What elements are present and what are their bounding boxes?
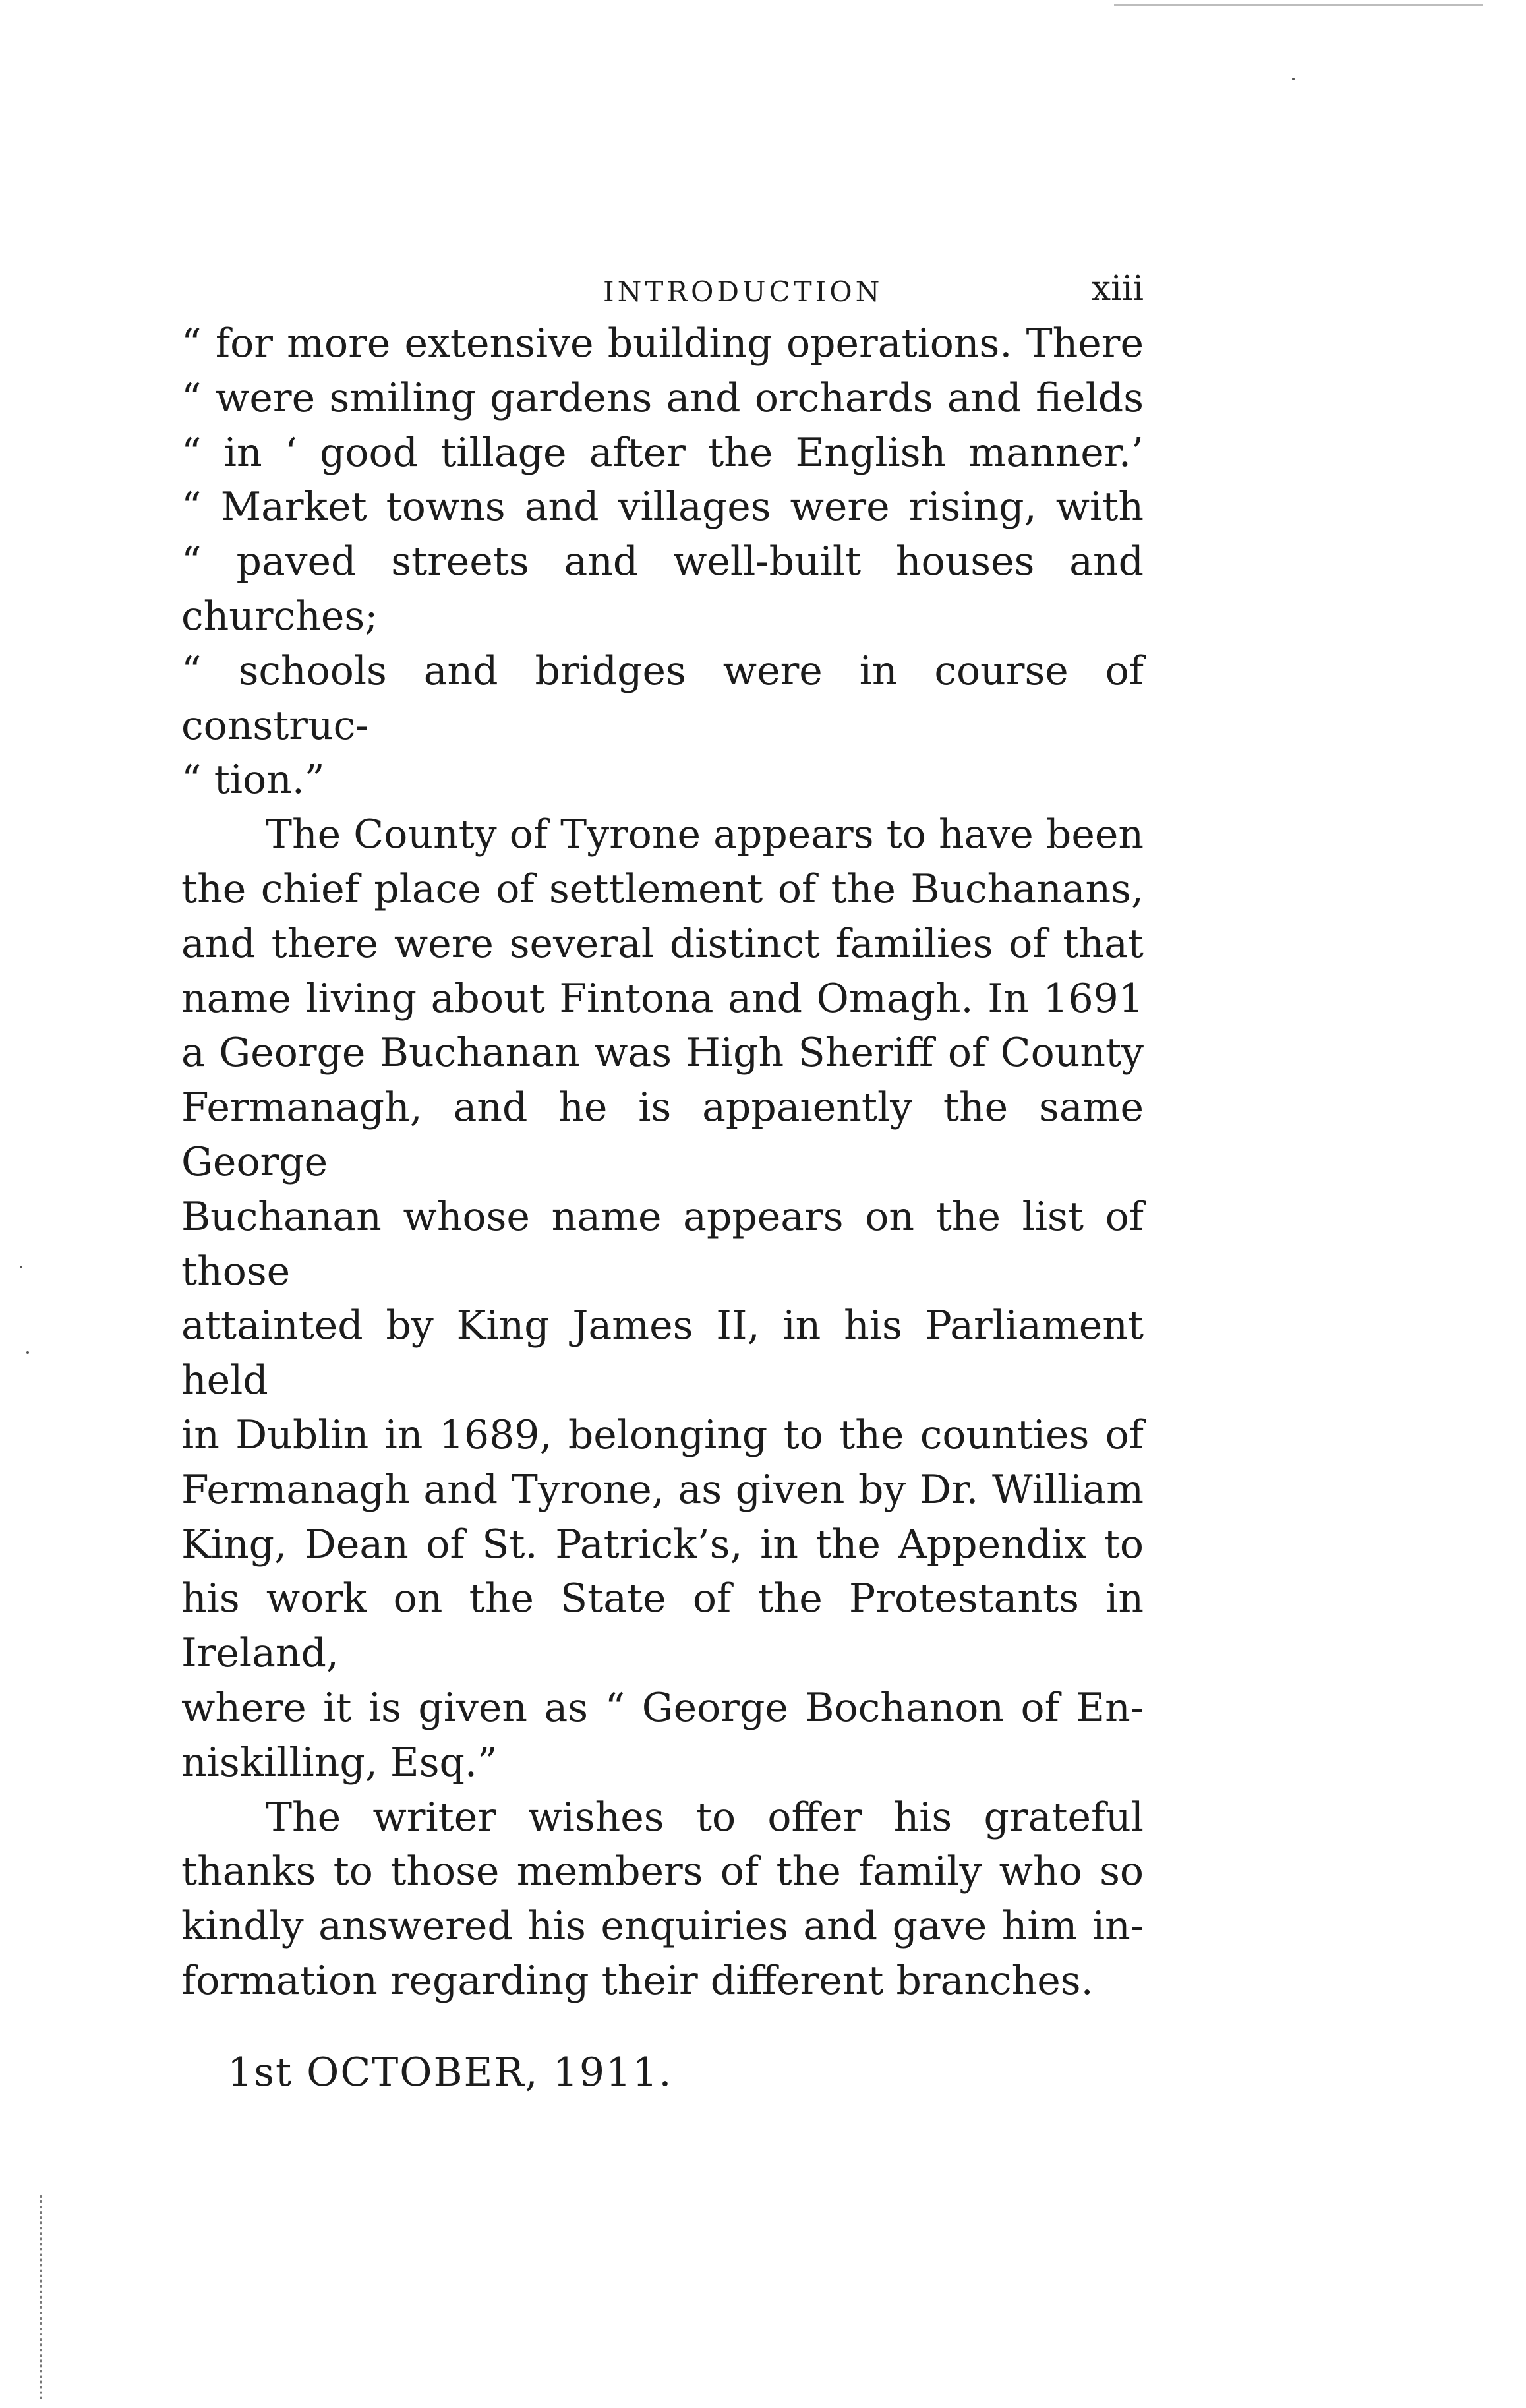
text-line: formation regarding their different branches. <box>181 1957 1094 2004</box>
text-line: in Dublin in 1689, belonging to the counties of <box>181 1411 1144 1458</box>
text-line: thanks to those members of the family who so <box>181 1848 1144 1895</box>
text-line: Fermanagh, and he is appaıently the same George <box>181 1084 1144 1185</box>
book-page <box>181 264 1144 2096</box>
paragraph-tyrone <box>181 808 1144 1790</box>
text-line: niskilling, Esq.” <box>181 1739 498 1786</box>
text-line: a George Buchanan was High Sheriff of County <box>181 1030 1144 1076</box>
text-line: attainted by King James II, in his Parliament held <box>181 1303 1144 1404</box>
text-line: “ paved streets and well-built houses and churches; <box>181 539 1144 639</box>
text-line: name living about Fintona and Omagh. In 1691 <box>181 975 1144 1022</box>
text-line: where it is given as “ George Bochanon of En- <box>181 1684 1144 1731</box>
scan-speck <box>26 1351 29 1354</box>
text-line: “ were smiling gardens and orchards and fields <box>181 374 1144 421</box>
quote-continuation <box>181 316 1144 808</box>
text-line: The writer wishes to offer his grateful <box>266 1794 1144 1840</box>
binding-edge-marks <box>40 2195 62 2399</box>
scan-speck <box>1292 78 1295 80</box>
running-head-title: INTRODUCTION <box>603 276 883 308</box>
text-line: The County of Tyrone appears to have been <box>266 811 1144 858</box>
text-line: “ Market towns and villages were rising, with <box>181 484 1144 531</box>
text-line: “ schools and bridges were in course of construc- <box>181 647 1144 749</box>
text-line: his work on the State of the Protestants in Ireland, <box>181 1575 1144 1677</box>
text-line: “ for more extensive building operations. There <box>181 320 1144 367</box>
text-line: Buchanan whose name appears on the list of those <box>181 1193 1144 1295</box>
text-line: kindly answered his enquiries and gave him in- <box>181 1903 1144 1950</box>
top-edge-rule <box>1114 4 1483 6</box>
text-line: the chief place of settlement of the Buchanans, <box>181 866 1144 912</box>
text-line: “ in ‘ good tillage after the English manner.’ <box>181 429 1144 476</box>
scan-speck <box>20 1266 22 1268</box>
text-line: “ tion.” <box>181 757 325 804</box>
text-line: King, Dean of St. Patrick’s, in the Appendix to <box>181 1521 1144 1568</box>
page-number: xiii <box>1091 269 1144 308</box>
dateline: 1st OCTOBER, 1911. <box>227 2049 673 2096</box>
paragraph-thanks <box>181 1790 1144 2009</box>
text-line: Fermanagh and Tyrone, as given by Dr. William <box>181 1466 1144 1513</box>
running-head <box>181 264 1144 316</box>
text-line: and there were several distinct families of that <box>181 920 1144 967</box>
